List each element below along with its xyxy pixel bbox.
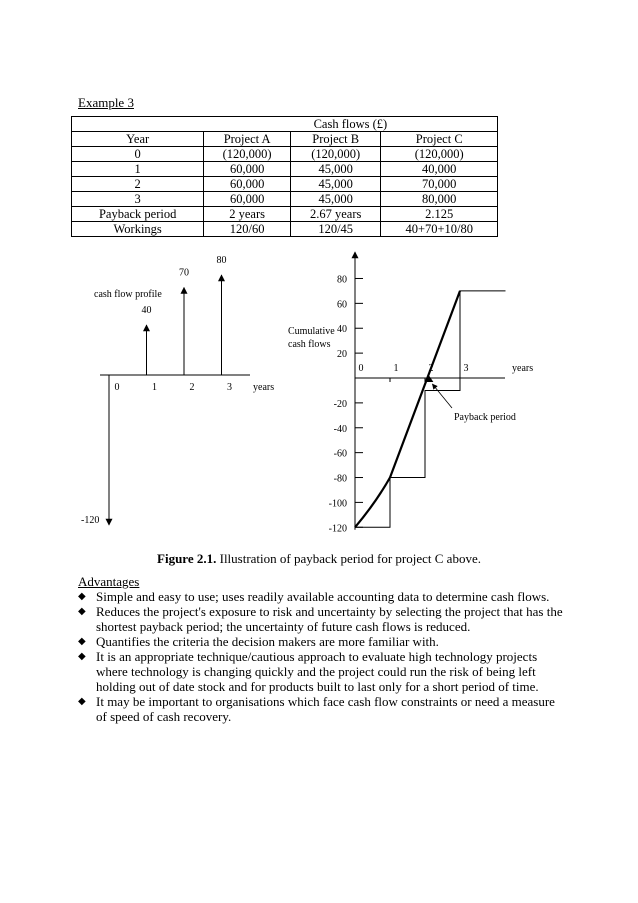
table-cell: 1: [72, 162, 204, 177]
figure-caption-text: Illustration of payback period for project C above.: [216, 551, 481, 566]
bullet-icon: ◆: [78, 696, 86, 707]
table-cell: 60,000: [204, 162, 291, 177]
table-cell: 120/60: [204, 222, 291, 237]
table-cell: 3: [72, 192, 204, 207]
data-label: 70: [179, 267, 189, 279]
table-cell: (120,000): [204, 147, 291, 162]
list-item: [78, 604, 568, 634]
table-cell: 2: [72, 177, 204, 192]
table-cell: (120,000): [290, 147, 381, 162]
y-tick-label: 20: [337, 349, 347, 361]
data-label: 40: [141, 305, 152, 316]
y-tick-label: 80: [337, 274, 347, 286]
x-tick-label: 0: [114, 382, 120, 393]
table-cell: Payback period: [72, 207, 204, 222]
list-item-text: Quantifies the criteria the decision makers are more familiar with.: [96, 634, 439, 649]
cumulative-cash-flow-chart: [288, 252, 533, 534]
payback-annotation-arrow: [432, 384, 452, 408]
y-tick-label: -100: [328, 498, 347, 510]
table-cell: 70,000: [381, 177, 498, 192]
list-item: [78, 634, 568, 649]
y-tick-label: -80: [333, 473, 347, 485]
advantages-list: [78, 589, 568, 724]
table-cell: 0: [72, 147, 204, 162]
x-tick-label: 2: [428, 363, 434, 374]
x-tick-label: 1: [152, 382, 157, 393]
y-tick-label: 60: [337, 299, 347, 311]
table-header-cell: Year: [72, 132, 204, 147]
step-guide-line: [355, 291, 506, 527]
table-cell: 2.67 years: [290, 207, 381, 222]
table-cell: 40+70+10/80: [381, 222, 498, 237]
table-cell: 45,000: [290, 177, 381, 192]
table-cell: Workings: [72, 222, 204, 237]
x-tick-label: 1: [393, 363, 399, 374]
list-item-text: It is an appropriate technique/cautious approach to evaluate high technology projects where technology is changing quickly and the project could run the risk of being left holding out of date stock and for products built to last only for a short period of time.: [96, 649, 539, 694]
y-axis-label: cash flows: [288, 339, 331, 350]
figure-caption-label: Figure 2.1.: [157, 551, 217, 566]
y-tick-label: -20: [333, 398, 347, 410]
list-item-text: Reduces the project's exposure to risk and uncertainty by selecting the project that has the shortest payback period; the uncertainty of future cash flows is reduced.: [96, 604, 563, 634]
table-header-cell: Project A: [204, 132, 291, 147]
chart-title: cash flow profile: [94, 289, 162, 300]
bullet-icon: ◆: [78, 636, 86, 647]
table-cell: 60,000: [204, 192, 291, 207]
payback-annotation: Payback period: [454, 412, 516, 423]
list-item-text: It may be important to organisations which face cash flow constraints or need a measure of speed of cash recovery.: [96, 694, 555, 724]
table-cell: 120/45: [290, 222, 381, 237]
table-header-cell: Project C: [381, 132, 498, 147]
x-axis-label: years: [253, 382, 275, 393]
table-cell: 80,000: [381, 192, 498, 207]
example-heading: Example 3: [78, 95, 134, 110]
x-tick-label: 0: [358, 363, 364, 374]
list-item: [78, 649, 568, 694]
table-group-header: Cash flows (£): [204, 117, 498, 132]
advantages-heading: Advantages: [78, 574, 140, 589]
bullet-icon: ◆: [78, 651, 86, 662]
data-label: 80: [216, 255, 227, 266]
list-item: [78, 694, 568, 724]
cumulative-cash-flow-line: [355, 291, 460, 527]
x-tick-label: 3: [227, 382, 232, 393]
x-tick-label: 2: [189, 382, 195, 393]
table-cell: 60,000: [204, 177, 291, 192]
x-axis-label: years: [512, 363, 534, 374]
y-tick-label: -60: [333, 448, 347, 460]
table-cell: 2.125: [381, 207, 498, 222]
x-tick-label: 3: [463, 363, 469, 374]
table-cell: 45,000: [290, 192, 381, 207]
data-label: -120: [81, 515, 100, 526]
list-item: [78, 589, 568, 604]
table-cell: 45,000: [290, 162, 381, 177]
y-axis-label: Cumulative: [288, 326, 335, 337]
cash-flow-profile-chart: [81, 255, 274, 526]
y-tick-label: -120: [328, 523, 347, 535]
bullet-icon: ◆: [78, 606, 86, 617]
table-cell: 40,000: [381, 162, 498, 177]
list-item-text: Simple and easy to use; uses readily available accounting data to determine cash flows.: [96, 589, 550, 604]
table-cell: 2 years: [204, 207, 291, 222]
table-cell: (120,000): [381, 147, 498, 162]
figure-caption: [0, 551, 638, 567]
table-header-cell: Project B: [290, 132, 381, 147]
y-tick-label: 40: [337, 324, 347, 336]
y-tick-label: -40: [333, 423, 347, 435]
bullet-icon: ◆: [78, 591, 86, 602]
